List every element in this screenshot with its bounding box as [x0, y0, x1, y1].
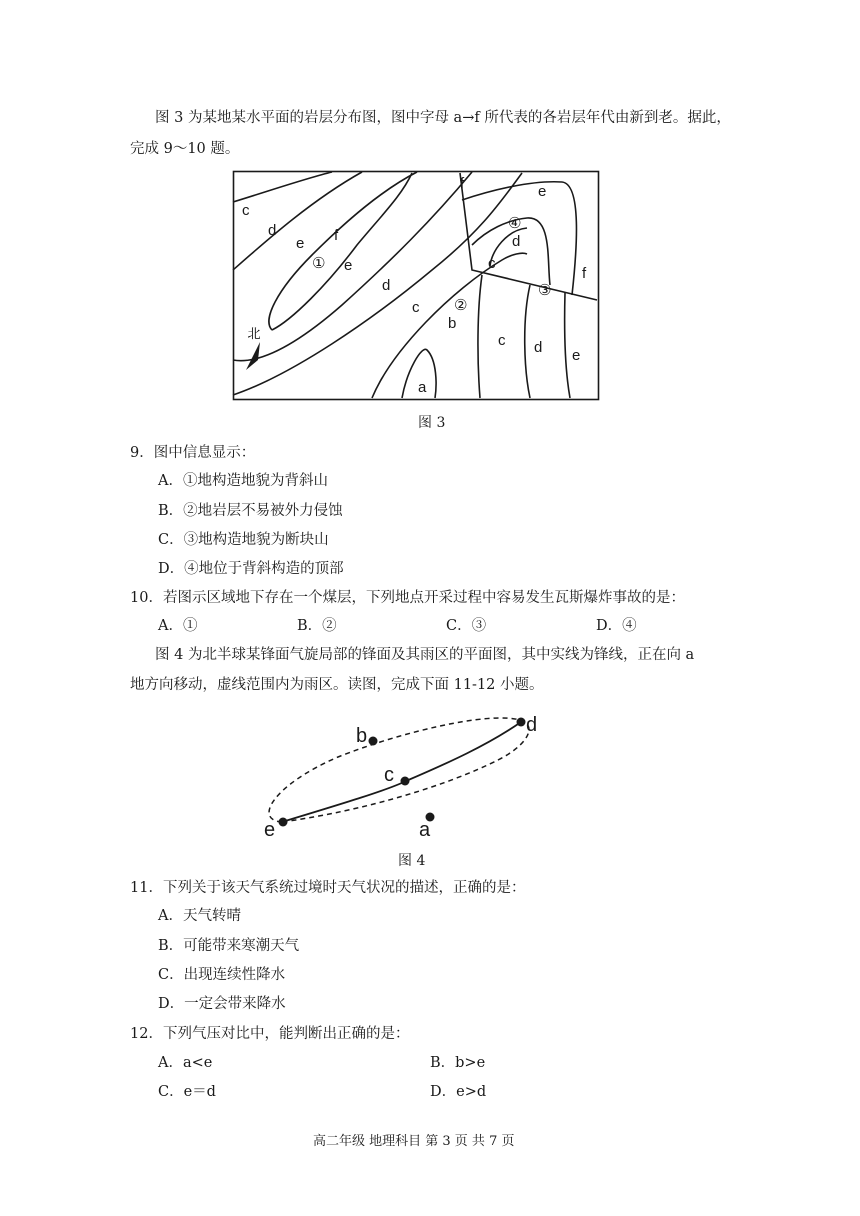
- q11-option-c: C．出现连续性降水: [158, 967, 286, 983]
- label-b: b: [356, 725, 368, 747]
- label-a: a: [418, 379, 427, 396]
- label-circle-2: ②: [454, 297, 468, 314]
- label-c: c: [242, 202, 250, 219]
- q11-option-a: A．天气转晴: [158, 908, 241, 924]
- label-d: d: [526, 714, 538, 736]
- intro-4-line1: 图 4 为北半球某锋面气旋局部的锋面及其雨区的平面图，其中实线为锋线，正在向 a: [155, 647, 695, 663]
- q10-option-d: D．④: [596, 618, 637, 634]
- q12-stem: 12．下列气压对比中，能判断出正确的是：: [130, 1026, 410, 1042]
- q9-option-d: D．④地位于背斜构造的顶部: [158, 561, 344, 577]
- q12-option-b: B．b>e: [430, 1055, 486, 1071]
- q11-option-d: D．一定会带来降水: [158, 996, 286, 1012]
- label-circle-1: ①: [312, 255, 326, 272]
- q10-stem: 10．若图示区域地下存在一个煤层，下列地点开采过程中容易发生瓦斯爆炸事故的是：: [130, 590, 685, 606]
- intro-4-line2: 地方向移动，虚线范围内为雨区。读图，完成下面 11-12 小题。: [130, 677, 544, 693]
- q9-stem: 9．图中信息显示：: [130, 445, 256, 461]
- q9-option-c: C．③地构造地貌为断块山: [158, 532, 329, 548]
- label-d3: d: [512, 233, 521, 250]
- label-b: b: [448, 315, 457, 332]
- label-e4: e: [572, 347, 581, 364]
- label-d: d: [268, 222, 277, 239]
- label-e: e: [296, 235, 305, 252]
- label-d4: d: [534, 339, 543, 356]
- label-f: f: [334, 227, 339, 244]
- q11-option-b: B．可能带来寒潮天气: [158, 938, 300, 954]
- figure-3-rock-layer-map: [232, 170, 602, 402]
- q11-stem: 11．下列关于该天气系统过境时天气状况的描述，正确的是：: [130, 880, 526, 896]
- q10-option-a: A．①: [158, 618, 198, 634]
- north-arrow-icon: [246, 342, 260, 370]
- label-f3: f: [582, 265, 587, 282]
- point-d: [517, 718, 526, 727]
- figure-4-caption: 图 4: [398, 853, 426, 869]
- point-e: [279, 818, 288, 827]
- q9-option-a: A．①地构造地貌为背斜山: [158, 473, 328, 489]
- label-e: e: [264, 819, 276, 841]
- q12-option-a: A．a<e: [158, 1055, 213, 1071]
- label-circle-4: ④: [508, 215, 522, 232]
- label-a: a: [419, 819, 431, 841]
- q12-option-c: C．e＝d: [158, 1084, 216, 1100]
- figure-4-front-diagram: [258, 705, 558, 845]
- label-c2: c: [412, 299, 420, 316]
- q10-option-b: B．②: [297, 618, 337, 634]
- rain-area-boundary: [269, 718, 529, 822]
- point-c: [401, 777, 410, 786]
- intro-3-line1: 图 3 为某地某水平面的岩层分布图，图中字母 a→f 所代表的各岩层年代由新到老。据此，: [155, 110, 731, 126]
- q12-option-d: D．e>d: [430, 1084, 487, 1100]
- intro-3-line2: 完成 9～10 题。: [130, 141, 240, 157]
- label-circle-3: ③: [538, 282, 552, 299]
- front-line: [282, 722, 521, 822]
- label-e3: e: [538, 183, 547, 200]
- q10-option-c: C．③: [446, 618, 487, 634]
- label-c3: c: [488, 255, 496, 272]
- q9-option-b: B．②地岩层不易被外力侵蚀: [158, 503, 343, 519]
- label-e2: e: [344, 257, 353, 274]
- figure-3-caption: 图 3: [418, 415, 446, 431]
- point-b: [369, 737, 378, 746]
- page-footer: 高二年级 地理科目 第 3 页 共 7 页: [313, 1134, 515, 1149]
- label-f2: f: [460, 175, 465, 192]
- label-c4: c: [498, 332, 506, 349]
- label-d2: d: [382, 277, 391, 294]
- north-label: 北: [247, 326, 261, 341]
- label-c: c: [384, 764, 394, 786]
